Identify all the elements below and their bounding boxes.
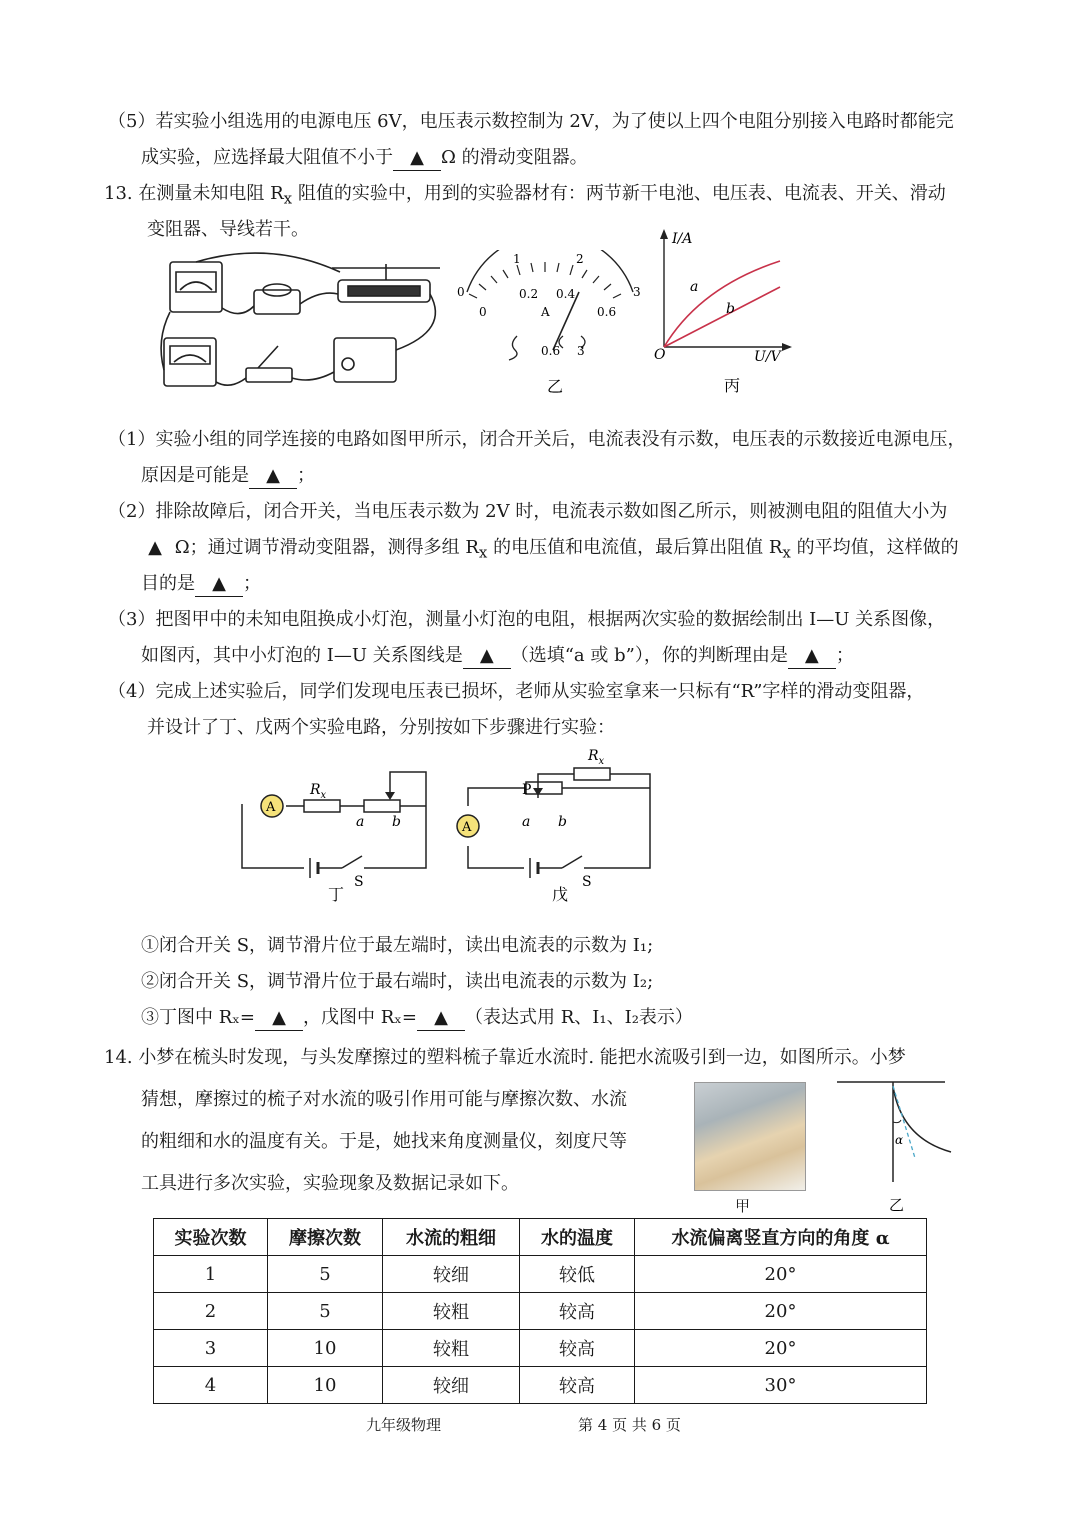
q13-stem-line2: 变阻器、导线若干。 <box>147 219 309 240</box>
curve-a-label: a <box>690 279 699 295</box>
answer-blank: ▲ <box>788 644 836 669</box>
answer-blank: ▲ <box>255 1006 303 1031</box>
ammeter-dial-figure-yi <box>455 250 645 400</box>
table-header-row <box>154 1219 927 1256</box>
answer-blank: ▲ <box>417 1006 465 1031</box>
q13-1-line1: （1）实验小组的同学连接的电路如图甲所示，闭合开关后，电流表没有示数，电压表的示数接近电源电压， <box>108 429 966 450</box>
table-header: 摩擦次数 <box>268 1219 383 1256</box>
q13-1-line2 <box>141 464 315 489</box>
q13-2-text2: 的电压值和电流值，最后算出阻值 R <box>487 537 783 558</box>
circuit-photo-figure-jia <box>150 250 450 405</box>
table-cell: 30° <box>635 1367 927 1404</box>
q13-step1: ①闭合开关 S，调节滑片位于最左端时，读出电流表的示数为 I₁; <box>141 935 654 956</box>
ding-rx-label: $R_x$ <box>310 782 327 801</box>
q13-4-line1: （4）完成上述实验后，同学们发现电压表已损坏，老师从实验室拿来一只标有“R”字样的滑动变阻器， <box>108 681 925 702</box>
curve-a <box>664 261 780 347</box>
table-row <box>154 1330 927 1367</box>
q14-line3: 的粗细和水的温度有关。于是，她找来角度测量仪，刻度尺等 <box>141 1131 627 1152</box>
table-cell: 10 <box>268 1367 383 1404</box>
q12-5-line1: （5）若实验小组选用的电源电压 6V，电压表示数控制为 2V，为了使以上四个电阻分别接入电路时都能完 <box>108 111 954 132</box>
table-cell: 较高 <box>520 1293 635 1330</box>
q13-stem1: 13. 在测量未知电阻 R <box>104 183 284 204</box>
voltmeter-icon <box>170 262 222 312</box>
table-row <box>154 1293 927 1330</box>
q13-4-line2: 并设计了丁、戊两个实验电路，分别按如下步骤进行实验： <box>147 717 615 738</box>
q13-stem-line1 <box>104 182 946 211</box>
ding-a-label: a <box>356 814 365 830</box>
graph-origin-label: O <box>654 347 666 363</box>
q14-line2: 猜想，摩擦过的梳子对水流的吸引作用可能与摩擦次数、水流 <box>141 1089 627 1110</box>
ding-switch-label: S <box>354 874 364 890</box>
dial-top-mark: 2 <box>576 252 584 266</box>
q13-stem1-post: 阻值的实验中，用到的实验器材有：两节新干电池、电压表、电流表、开关、滑动 <box>292 183 946 204</box>
q13-2-line2: ▲ Ω；通过调节滑动变阻器，测得多组 $R_x$ 的电压值和电流值，最后算出阻值 $R_x$ 的平均值，这样做的 <box>141 536 959 565</box>
q14-line4: 工具进行多次实验，实验现象及数据记录如下。 <box>141 1173 519 1194</box>
figure-label-ding: 丁 <box>328 885 345 904</box>
footer-page-number: 第 4 页 共 6 页 <box>578 1416 681 1434</box>
table-cell: 20° <box>635 1256 927 1293</box>
ding-ammeter-label: A <box>266 800 276 815</box>
figure-label-yi-2: 乙 <box>889 1196 905 1213</box>
footer-subject: 九年级物理 <box>366 1416 442 1434</box>
graph-x-axis-label: U/V <box>754 349 781 365</box>
dial-terminal: 0.6 <box>541 344 561 358</box>
curve-b <box>664 287 780 347</box>
dial-terminal: 3 <box>577 344 585 358</box>
answer-blank: ▲ <box>393 146 441 171</box>
answer-blank: ▲ <box>148 537 162 558</box>
table-cell: 5 <box>268 1256 383 1293</box>
resistor-icon <box>254 290 300 314</box>
curve-b-label: b <box>726 301 735 317</box>
table-cell: 2 <box>154 1293 268 1330</box>
table-cell: 20° <box>635 1330 927 1367</box>
table-row <box>154 1367 927 1404</box>
experiment-table <box>153 1218 927 1404</box>
deflection-diagram-yi <box>835 1078 955 1213</box>
table-row <box>154 1256 927 1293</box>
wu-rx-label: $R_x$ <box>588 748 605 767</box>
answer-blank: ▲ <box>249 464 297 489</box>
table-header: 水的温度 <box>520 1219 635 1256</box>
q13-2-line3 <box>141 572 261 597</box>
q13-1-pre: 原因是可能是 <box>141 465 249 486</box>
dial-bottom-mark: 0.4 <box>556 287 576 301</box>
table-header: 水流偏离竖直方向的角度 α <box>635 1219 927 1256</box>
dial-unit: A <box>541 305 550 319</box>
figure-label-jia: 甲 <box>735 1197 751 1215</box>
table-header: 水流的粗细 <box>383 1219 520 1256</box>
dial-top-mark: 1 <box>513 252 521 266</box>
q14-line1: 14. 小梦在梳头时发现，与头发摩擦过的塑料梳子靠近水流时. 能把水流吸引到一边，如图所示。小梦 <box>104 1047 906 1068</box>
q12-5-line2 <box>141 146 588 171</box>
q13-3-pre: 如图丙，其中小灯泡的 I—U 关系图线是 <box>141 645 463 666</box>
figure-label-yi: 乙 <box>547 377 564 396</box>
answer-blank: ▲ <box>463 644 511 669</box>
table-cell: 1 <box>154 1256 268 1293</box>
q13-step3-pre: ③丁图中 Rₓ= <box>141 1007 255 1028</box>
wu-a-label: a <box>522 814 531 830</box>
q12-5-line2-pre: 成实验，应选择最大阻值不小于 <box>141 147 393 168</box>
table-header: 实验次数 <box>154 1219 268 1256</box>
q13-3-mid: （选填“a 或 b”），你的判断理由是 <box>510 645 788 666</box>
dial-bottom-mark: 0 <box>479 305 487 319</box>
q13-2-text1: Ω；通过调节滑动变阻器，测得多组 R <box>169 537 479 558</box>
q13-step2: ②闭合开关 S，调节滑片位于最右端时，读出电流表的示数为 I₂; <box>141 971 654 992</box>
table-cell: 较高 <box>520 1330 635 1367</box>
dial-bottom-mark: 0.2 <box>519 287 539 301</box>
table-cell: 较高 <box>520 1367 635 1404</box>
q13-2-text3: 的平均值，这样做的 <box>790 537 959 558</box>
answer-blank: ▲ <box>195 572 243 597</box>
q13-2-line1: （2）排除故障后，闭合开关，当电压表示数为 2V 时，电流表示数如图乙所示，则被测电阻的阻值大小为 <box>108 501 948 522</box>
q13-3-line2 <box>141 644 854 669</box>
iu-graph-figure-bing <box>650 225 800 400</box>
circuit-diagram-wu <box>450 740 660 910</box>
q13-2-pre: 目的是 <box>141 573 195 594</box>
q13-3-line1: （3）把图甲中的未知电阻换成小灯泡，测量小灯泡的电阻，根据两次实验的数据绘制出 I—U 关系图像， <box>108 609 946 630</box>
water-stream-photo <box>694 1082 806 1191</box>
q13-step3-post: （表达式用 R、I₁、I₂表示） <box>465 1007 693 1028</box>
q13-step3 <box>141 1006 693 1031</box>
dial-bottom-mark: 0.6 <box>597 305 617 319</box>
table-cell: 较低 <box>520 1256 635 1293</box>
wu-ammeter-label: A <box>462 820 472 835</box>
q13-stem1-sub: x <box>283 189 293 208</box>
table-cell: 较粗 <box>383 1293 520 1330</box>
figure-label-bing: 丙 <box>724 376 741 395</box>
figure-label-wu: 戊 <box>552 885 569 904</box>
table-cell: 较细 <box>383 1256 520 1293</box>
q13-2-post: ； <box>243 573 261 594</box>
q13-step3-mid: ，戊图中 Rₓ= <box>303 1007 417 1028</box>
table-cell: 10 <box>268 1330 383 1367</box>
graph-y-axis-label: I/A <box>672 231 693 247</box>
table-cell: 20° <box>635 1293 927 1330</box>
table-cell: 5 <box>268 1293 383 1330</box>
circuit-diagram-ding <box>230 760 430 910</box>
q13-1-post: ； <box>297 465 315 486</box>
alpha-label: α <box>895 1133 904 1147</box>
q13-3-post: ； <box>835 645 854 666</box>
wu-p-label: P <box>522 782 532 798</box>
table-cell: 4 <box>154 1367 268 1404</box>
wu-switch-label: S <box>582 874 592 890</box>
switch-icon <box>246 368 292 382</box>
dial-top-mark: 3 <box>633 285 641 299</box>
wu-b-label: b <box>558 814 567 830</box>
dial-top-mark: 0 <box>457 285 465 299</box>
ding-b-label: b <box>392 814 401 830</box>
table-cell: 较细 <box>383 1367 520 1404</box>
q12-5-line2-post: Ω 的滑动变阻器。 <box>441 147 588 168</box>
table-cell: 3 <box>154 1330 268 1367</box>
table-cell: 较粗 <box>383 1330 520 1367</box>
